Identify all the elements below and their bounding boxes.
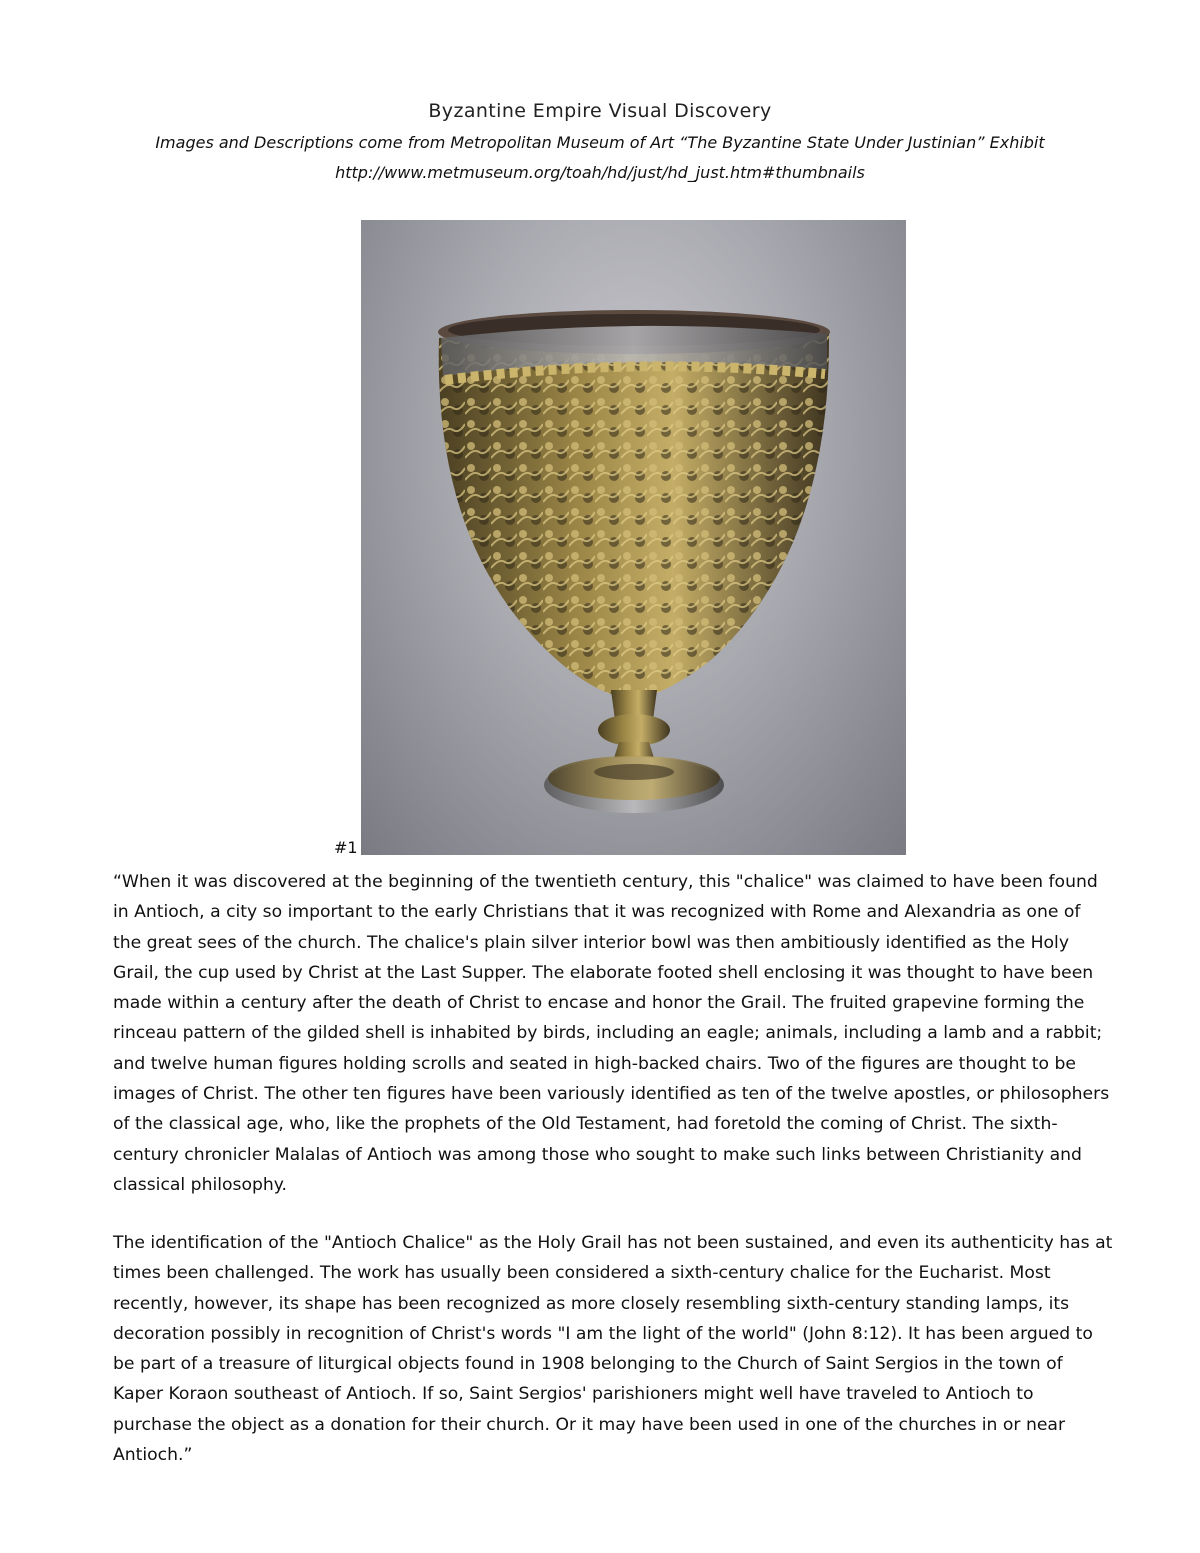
source-credit: Images and Descriptions come from Metropolitan Museum of Art “The Byzantine State Under Justinian” Exhibit xyxy=(155,133,1045,152)
description-paragraph-2: The identification of the "Antioch Chalice" as the Holy Grail has not been sustained, and even its authenticity has at times been challenged. The work has usually been considered a sixth-century chalice for the Eucharist. Most recently, however, its shape has been recognized as more closely resembling sixth-century standing lamps, its decoration possibly in recognition of Christ's words "I am the light of the world" (John 8:12). It has been argued to be part of a treasure of liturgical objects found in 1908 belonging to the Church of Saint Sergios in the town of Kaper Koraon southeast of Antioch. If so, Saint Sergios' parishioners might well have traveled to Antioch to purchase the object as a donation for their church. Or it may have been used in one of the churches in or near Antioch.” xyxy=(113,1233,1113,1466)
chalice-illustration xyxy=(361,220,906,855)
source-url: http://www.metmuseum.org/toah/hd/just/hd_just.htm#thumbnails xyxy=(335,163,865,182)
page-title: Byzantine Empire Visual Discovery xyxy=(428,100,772,122)
description-paragraph-1: “When it was discovered at the beginning of the twentieth century, this "chalice" was claimed to have been found in Antioch, a city so important to the early Christians that it was recognized with Rome and Alexandria as one of the great sees of the church. The chalice's plain silver interior bowl was then ambitiously identified as the Holy Grail, the cup used by Christ at the Last Supper. The elaborate footed shell enclosing it was thought to have been made within a century after the death of Christ to encase and honor the Grail. The fruited grapevine forming the rinceau pattern of the gilded shell is inhabited by birds, including an eagle; animals, including a lamb and a rabbit; and twelve human figures holding scrolls and seated in high-backed chairs. Two of the figures are thought to be images of Christ. The other ten figures have been variously identified as ten of the twelve apostles, or philosophers of the classical age, who, like the prophets of the Old Testament, had foretold the coming of Christ. The sixth-century chronicler Malalas of Antioch was among those who sought to make such links between Christianity and classical philosophy. xyxy=(113,872,1110,1195)
chalice-photo xyxy=(361,220,906,855)
figure-number: #1 xyxy=(334,838,358,857)
